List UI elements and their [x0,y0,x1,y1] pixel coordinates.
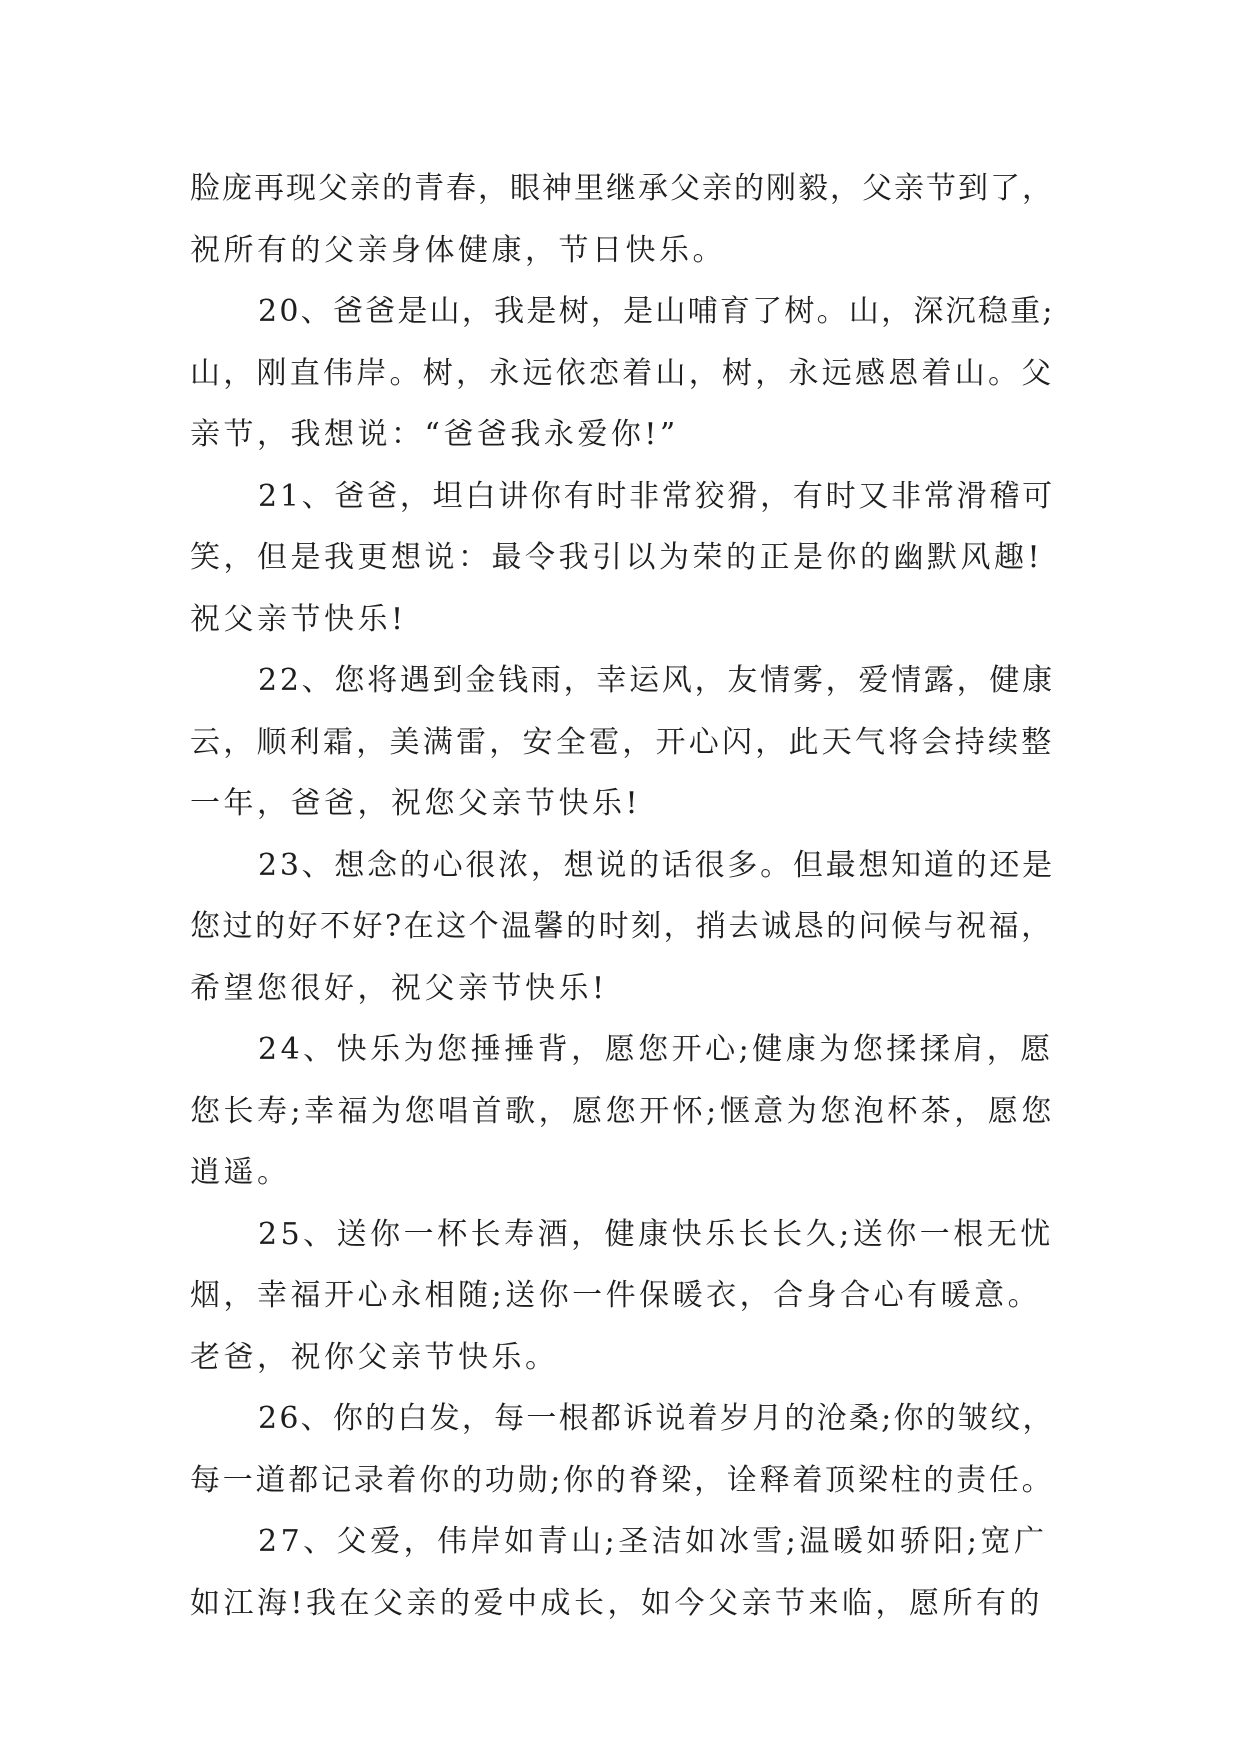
text-line: 笑，但是我更想说：最令我引以为荣的正是你的幽默风趣! [190,540,1044,575]
text-line: 一年，爸爸，祝您父亲节快乐! [190,786,642,821]
text-line: 老爸，祝你父亲节快乐。 [190,1339,559,1375]
text-line: 25、送你一杯长寿酒，健康快乐长长久;送你一根无忧 [258,1216,1054,1252]
paragraph-item-27 [190,1511,1056,1634]
text-line: 27、父爱，伟岸如青山;圣洁如冰雪;温暖如骄阳;宽广 [258,1524,1048,1559]
text-line: 山，刚直伟岸。树，永远依恋着山，树，永远感恩着山。父 [190,355,1055,391]
text-line: 您长寿;幸福为您唱首歌，愿您开怀;惬意为您泡杯茶，愿您 [190,1093,1055,1129]
text-line: 每一道都记录着你的功勋;你的脊梁，诠释着顶梁柱的责任。 [190,1462,1055,1498]
paragraph-item-25 [190,1204,1056,1389]
text-line: 20、爸爸是山，我是树，是山哺育了树。山，深沉稳重; [258,294,1055,329]
text-line: 希望您很好，祝父亲节快乐! [190,970,608,1006]
text-line: 祝父亲节快乐! [190,601,407,637]
text-line: 您过的好不好?在这个温馨的时刻，捎去诚恳的问候与祝福， [190,909,1054,944]
paragraph-item-24 [190,1019,1056,1204]
paragraph-item-22 [190,650,1056,835]
text-line: 祝所有的父亲身体健康，节日快乐。 [190,232,726,268]
text-line: 如江海!我在父亲的爱中成长，如今父亲节来临，愿所有的 [190,1585,1044,1621]
text-line: 26、你的白发，每一根都诉说着岁月的沧桑;你的皱纹， [258,1401,1055,1436]
text-line: 24、快乐为您捶捶背，愿您开心;健康为您揉揉肩，愿 [258,1032,1054,1067]
text-line: 亲节，我想说：“爸爸我永爱你!” [190,417,679,452]
paragraph-item-26 [190,1388,1056,1511]
text-line: 脸庞再现父亲的青春，眼神里继承父亲的刚毅，父亲节到了， [190,171,1054,206]
text-line: 21、爸爸，坦白讲你有时非常狡猾，有时又非常滑稽可 [258,478,1055,514]
text-line: 云，顺利霜，美满雷，安全雹，开心闪，此天气将会持续整 [190,724,1055,760]
paragraph-continuation [190,158,1056,281]
document-body [190,158,1056,1634]
text-line: 23、想念的心很浓，想说的话很多。但最想知道的还是 [258,847,1055,883]
paragraph-item-21 [190,466,1056,651]
paragraph-item-23 [190,835,1056,1020]
text-line: 烟，幸福开心永相随;送你一件保暖衣，合身合心有暖意。 [190,1278,1042,1313]
text-line: 逍遥。 [190,1155,291,1190]
paragraph-item-20 [190,281,1056,466]
text-line: 22、您将遇到金钱雨，幸运风，友情雾，爱情露，健康 [258,663,1055,698]
